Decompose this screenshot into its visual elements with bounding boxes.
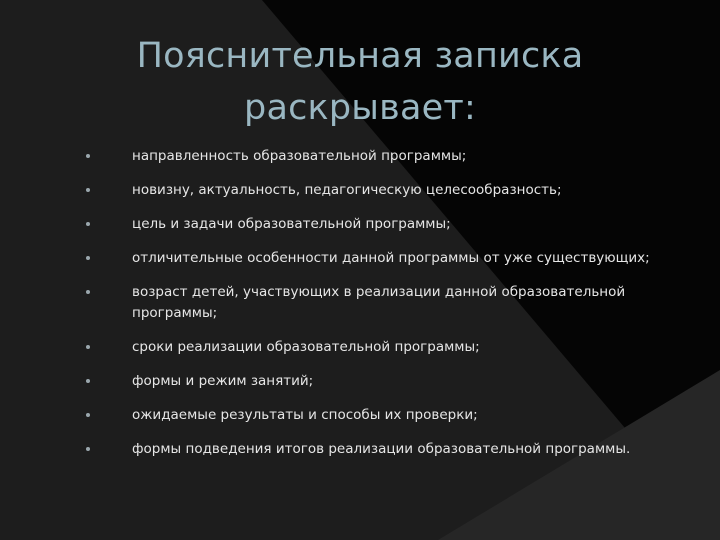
bullet-item: [80, 146, 660, 167]
bullet-dot-icon: [86, 256, 90, 260]
bullet-text: новизну, актуальность, педагогическую целесообразность;: [132, 182, 562, 198]
bullet-dot-icon: [86, 447, 90, 451]
bullet-item: [80, 439, 660, 460]
bullet-item: [80, 371, 660, 392]
bullet-text: сроки реализации образовательной программы;: [132, 339, 480, 355]
title-line-1: Пояснительная записка: [136, 36, 584, 76]
bullet-text: отличительные особенности данной программы от уже существующих;: [132, 250, 650, 266]
bullet-dot-icon: [86, 154, 90, 158]
bullet-item: [80, 282, 660, 324]
bullet-dot-icon: [86, 379, 90, 383]
bullet-text: формы подведения итогов реализации образовательной программы.: [132, 441, 631, 457]
bullet-text: цель и задачи образовательной программы;: [132, 216, 451, 232]
bullet-text: формы и режим занятий;: [132, 373, 314, 389]
bullet-item: [80, 405, 660, 426]
bullet-item: [80, 214, 660, 235]
bullet-text: направленность образовательной программы;: [132, 148, 467, 164]
bullet-dot-icon: [86, 222, 90, 226]
bullet-item: [80, 337, 660, 358]
bullet-dot-icon: [86, 413, 90, 417]
bullet-text: возраст детей, участвующих в реализации данной образовательной программы;: [132, 284, 626, 321]
title-line-2: раскрывает:: [244, 88, 476, 128]
slide-title: [40, 30, 680, 134]
bullet-item: [80, 248, 660, 269]
bullet-list: [80, 146, 660, 473]
bullet-item: [80, 180, 660, 201]
bullet-dot-icon: [86, 188, 90, 192]
bullet-text: ожидаемые результаты и способы их проверки;: [132, 407, 478, 423]
bullet-dot-icon: [86, 345, 90, 349]
bullet-dot-icon: [86, 290, 90, 294]
